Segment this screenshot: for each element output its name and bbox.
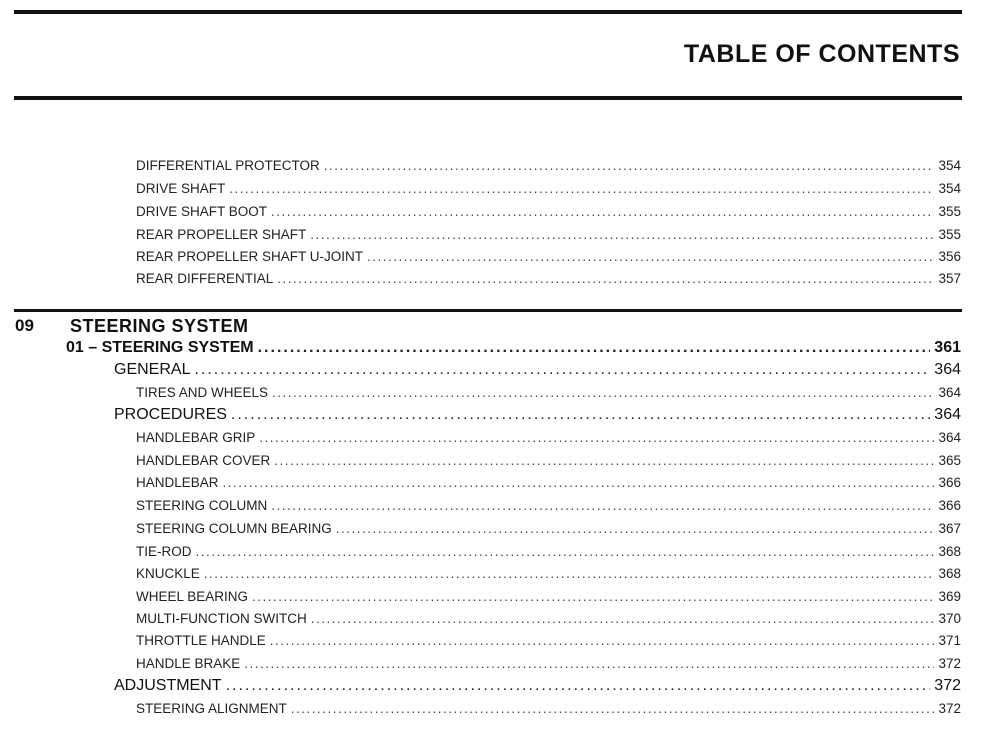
dot-leader xyxy=(196,544,935,559)
dot-leader xyxy=(204,566,935,581)
dot-leader xyxy=(244,656,934,671)
toc-entry[interactable] xyxy=(136,498,961,518)
toc-entry-page: 367 xyxy=(938,521,961,536)
toc-entry[interactable] xyxy=(136,453,961,473)
toc-subsection-general[interactable] xyxy=(114,361,961,381)
dot-leader xyxy=(223,475,935,490)
toc-subsection-label: ADJUSTMENT xyxy=(114,677,222,694)
toc-entry[interactable] xyxy=(136,475,961,495)
toc-entry-page: 355 xyxy=(938,204,961,219)
toc-entry[interactable] xyxy=(136,589,961,609)
toc-subsection-page: 372 xyxy=(934,677,961,694)
dot-leader xyxy=(311,611,935,626)
toc-entry[interactable] xyxy=(136,521,961,541)
toc-entry[interactable] xyxy=(136,227,961,247)
toc-entry[interactable] xyxy=(136,701,961,721)
dot-leader xyxy=(277,271,934,286)
toc-subsection-page: 364 xyxy=(934,406,961,423)
title-rule xyxy=(14,96,962,100)
toc-entry[interactable] xyxy=(136,158,961,178)
toc-entry-page: 354 xyxy=(938,158,961,173)
dot-leader xyxy=(271,204,934,219)
dot-leader xyxy=(324,158,935,173)
dot-leader xyxy=(258,339,931,357)
toc-entry[interactable] xyxy=(136,566,961,586)
toc-entry-page: 364 xyxy=(938,385,961,400)
toc-entry-label: TIRES AND WHEELS xyxy=(136,385,269,400)
section-number: 09 xyxy=(15,316,34,335)
toc-chapter[interactable] xyxy=(66,339,961,359)
toc-entry[interactable] xyxy=(136,544,961,564)
toc-entry-page: 364 xyxy=(938,430,961,445)
toc-subsection-label: GENERAL xyxy=(114,361,191,378)
dot-leader xyxy=(194,361,930,379)
dot-leader xyxy=(270,633,935,648)
toc-entry-label: HANDLEBAR xyxy=(136,475,219,490)
dot-leader xyxy=(310,227,934,242)
dot-leader xyxy=(274,453,934,468)
toc-entry-label: REAR PROPELLER SHAFT xyxy=(136,227,307,242)
toc-entry[interactable] xyxy=(136,385,961,405)
toc-entry[interactable] xyxy=(136,633,961,653)
toc-subsection-label: PROCEDURES xyxy=(114,406,227,423)
toc-entry-page: 368 xyxy=(938,566,961,581)
section-title: STEERING SYSTEM xyxy=(70,316,249,336)
toc-entry[interactable] xyxy=(136,271,961,291)
toc-entry-label: THROTTLE HANDLE xyxy=(136,633,266,648)
section-rule xyxy=(14,309,962,312)
toc-entry-label: TIE-ROD xyxy=(136,544,192,559)
top-rule xyxy=(14,10,962,14)
toc-entry-label: STEERING ALIGNMENT xyxy=(136,701,287,716)
toc-entry[interactable] xyxy=(136,430,961,450)
dot-leader xyxy=(291,701,935,716)
toc-entry-label: STEERING COLUMN BEARING xyxy=(136,521,332,536)
toc-entry-page: 365 xyxy=(938,453,961,468)
toc-entry-label: WHEEL BEARING xyxy=(136,589,249,604)
toc-entry-label: DRIVE SHAFT BOOT xyxy=(136,204,268,219)
toc-entry-page: 354 xyxy=(938,181,961,196)
toc-entry-label: KNUCKLE xyxy=(136,566,200,581)
toc-entry-page: 366 xyxy=(938,475,961,490)
dot-leader xyxy=(271,498,934,513)
dot-leader xyxy=(259,430,934,445)
toc-entry-label: DRIVE SHAFT xyxy=(136,181,226,196)
dot-leader xyxy=(367,249,934,264)
toc-entry-page: 357 xyxy=(938,271,961,286)
toc-entry-label: REAR DIFFERENTIAL xyxy=(136,271,274,286)
toc-entry-page: 369 xyxy=(938,589,961,604)
toc-entry[interactable] xyxy=(136,249,961,269)
toc-chapter-label: 01 – STEERING SYSTEM xyxy=(66,339,254,356)
toc-entry[interactable] xyxy=(136,611,961,631)
toc-entry-label: STEERING COLUMN xyxy=(136,498,268,513)
toc-entry-label: HANDLE BRAKE xyxy=(136,656,241,671)
page-title: TABLE OF CONTENTS xyxy=(683,40,960,68)
toc-entry-page: 370 xyxy=(938,611,961,626)
toc-subsection-procedures[interactable] xyxy=(114,406,961,426)
dot-leader xyxy=(252,589,934,604)
toc-entry-label: REAR PROPELLER SHAFT U-JOINT xyxy=(136,249,364,264)
toc-entry-label: HANDLEBAR GRIP xyxy=(136,430,256,445)
toc-entry-page: 355 xyxy=(938,227,961,242)
toc-entry-page: 372 xyxy=(938,656,961,671)
dot-leader xyxy=(226,677,931,695)
toc-entry-label: MULTI-FUNCTION SWITCH xyxy=(136,611,307,626)
toc-entry-page: 356 xyxy=(938,249,961,264)
toc-entry[interactable] xyxy=(136,656,961,676)
toc-subsection-page: 364 xyxy=(934,361,961,378)
toc-entry-page: 366 xyxy=(938,498,961,513)
dot-leader xyxy=(336,521,935,536)
dot-leader xyxy=(229,181,934,196)
toc-subsection-adjustment[interactable] xyxy=(114,677,961,697)
toc-entry-label: HANDLEBAR COVER xyxy=(136,453,271,468)
toc-chapter-page: 361 xyxy=(934,339,961,356)
toc-entry-page: 371 xyxy=(938,633,961,648)
dot-leader xyxy=(231,406,930,424)
toc-entry-page: 368 xyxy=(938,544,961,559)
dot-leader xyxy=(272,385,934,400)
toc-entry[interactable] xyxy=(136,204,961,224)
toc-entry[interactable] xyxy=(136,181,961,201)
toc-entry-label: DIFFERENTIAL PROTECTOR xyxy=(136,158,320,173)
toc-entry-page: 372 xyxy=(938,701,961,716)
